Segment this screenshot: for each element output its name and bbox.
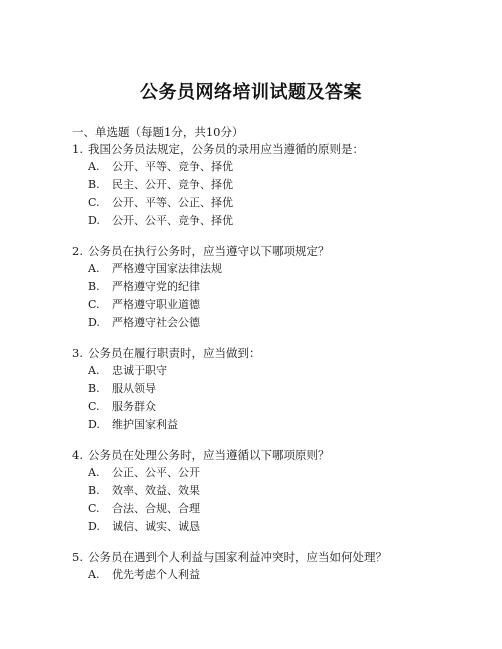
option-letter: A. [88, 160, 100, 173]
option-text: 公开、公平、竞争、择优 [112, 214, 233, 227]
question-number: 2. [72, 244, 83, 258]
option-text: 公开、平等、公正、择优 [112, 196, 233, 209]
option-a [72, 567, 432, 583]
option-text: 维护国家利益 [112, 418, 178, 431]
option-letter: B. [88, 178, 100, 191]
option-text: 严格遵守社会公德 [112, 316, 200, 329]
question-3 [72, 345, 432, 433]
option-text: 优先考虑个人利益 [112, 568, 200, 581]
question-number: 3. [72, 346, 83, 360]
option-text: 合法、合规、合理 [112, 502, 200, 515]
option-d [72, 213, 432, 229]
option-letter: C. [88, 502, 100, 515]
question-stem [72, 447, 432, 463]
option-text: 严格遵守职业道德 [112, 298, 200, 311]
option-b [72, 483, 432, 499]
question-text: 我国公务员法规定，公务员的录用应当遵循的原则是： [88, 142, 364, 156]
question-text: 公务员在履行职责时，应当做到： [88, 346, 261, 360]
question-stem [72, 243, 432, 259]
question-number: 5. [72, 550, 83, 564]
option-text: 服从领导 [112, 382, 156, 395]
option-c [72, 501, 432, 517]
option-letter: D. [88, 418, 100, 431]
option-letter: D. [88, 520, 100, 533]
question-5 [72, 549, 432, 583]
question-list [72, 141, 432, 597]
option-c [72, 297, 432, 313]
option-d [72, 315, 432, 331]
option-text: 忠诚于职守 [112, 364, 167, 377]
option-text: 诚信、诚实、诚恳 [112, 520, 200, 533]
option-text: 公正、公平、公开 [112, 466, 200, 479]
option-b [72, 279, 432, 295]
option-a [72, 465, 432, 481]
option-a [72, 261, 432, 277]
option-a [72, 363, 432, 379]
option-letter: B. [88, 280, 100, 293]
option-text: 严格遵守国家法律法规 [112, 262, 222, 275]
option-d [72, 417, 432, 433]
question-text: 公务员在执行公务时，应当遵守以下哪项规定？ [88, 244, 330, 258]
option-letter: C. [88, 298, 100, 311]
option-text: 服务群众 [112, 400, 156, 413]
option-letter: D. [88, 214, 100, 227]
option-text: 公开、平等、竞争、择优 [112, 160, 233, 173]
option-b [72, 177, 432, 193]
question-1 [72, 141, 432, 229]
section-heading: 一、单选题（每题1分，共10分） [72, 125, 244, 139]
option-text: 严格遵守党的纪律 [112, 280, 200, 293]
question-number: 1. [72, 142, 83, 156]
option-b [72, 381, 432, 397]
question-text: 公务员在处理公务时，应当遵循以下哪项原则？ [88, 448, 330, 462]
option-d [72, 519, 432, 535]
option-letter: A. [88, 568, 100, 581]
option-letter: A. [88, 262, 100, 275]
option-letter: B. [88, 382, 100, 395]
option-letter: B. [88, 484, 100, 497]
question-stem [72, 141, 432, 157]
document-title: 公务员网络培训试题及答案 [140, 82, 362, 103]
option-letter: D. [88, 316, 100, 329]
option-letter: A. [88, 364, 100, 377]
question-number: 4. [72, 448, 83, 462]
option-text: 民主、公开、竞争、择优 [112, 178, 233, 191]
question-4 [72, 447, 432, 535]
question-stem [72, 345, 432, 361]
question-2 [72, 243, 432, 331]
option-c [72, 399, 432, 415]
option-text: 效率、效益、效果 [112, 484, 200, 497]
option-a [72, 159, 432, 175]
question-text: 公务员在遇到个人利益与国家利益冲突时，应当如何处理？ [88, 550, 387, 564]
option-c [72, 195, 432, 211]
option-letter: A. [88, 466, 100, 479]
option-letter: C. [88, 196, 100, 209]
question-stem [72, 549, 432, 565]
option-letter: C. [88, 400, 100, 413]
